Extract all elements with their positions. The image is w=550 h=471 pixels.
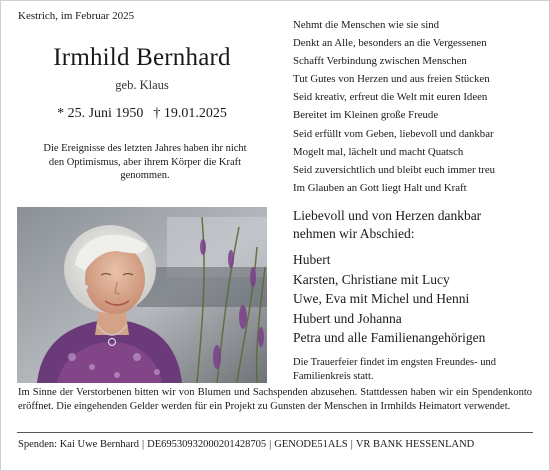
- poem: [293, 16, 495, 197]
- mourners-list: [293, 250, 485, 348]
- separator: |: [269, 439, 272, 450]
- poem-line: Bereitet im Kleinen große Freude: [293, 109, 439, 122]
- poem-line: Schafft Verbindung zwischen Menschen: [293, 55, 467, 68]
- iban: DE69530932000201428705: [147, 439, 267, 450]
- poem-line: Tut Gutes von Herzen und aus freien Stücken: [293, 73, 490, 86]
- portrait-photo: [17, 207, 267, 383]
- mourner-name: Karsten, Christiane mit Lucy: [293, 271, 450, 287]
- poem-line: Im Glauben an Gott liegt Halt und Kraft: [293, 181, 467, 194]
- life-dates: [1, 106, 283, 122]
- mourner-name: Uwe, Eva mit Michel und Henni: [293, 291, 470, 306]
- farewell-text: [293, 207, 481, 243]
- separator: |: [142, 439, 145, 450]
- separator: |: [350, 439, 353, 450]
- mourner-name: Hubert: [293, 252, 331, 267]
- donation-text: Im Sinne der Verstorbenen bitten wir von Blumen und Sachspenden abzusehen. Stattdessen haben wir ein Spendenkonto eröffnet. Die eingehenden Gelder werden für ein Projekt zu Gunsten der Menschen in Irmhilds Heimatort verwendet.: [18, 387, 532, 412]
- farewell-line: nehmen wir Abschied:: [293, 226, 415, 241]
- poem-line: Nehmt die Menschen wie sie sind: [293, 19, 440, 31]
- donation-recipient: Spenden: Kai Uwe Bernhard: [18, 439, 140, 450]
- farewell-line: Liebevoll und von Herzen dankbar: [293, 208, 482, 223]
- funeral-note: Die Trauerfeier findet im engsten Freundes- und Familienkreis statt.: [293, 357, 496, 382]
- mourner-name: Petra und alle Familienangehörigen: [293, 330, 486, 345]
- poem-line: Seid zuversichtlich und bleibt euch immer treu: [293, 163, 496, 176]
- bic: GENODE51ALS: [274, 439, 348, 450]
- poem-line: Seid kreativ, erfreut die Welt mit euren Ideen: [293, 91, 488, 104]
- death-date: † 19.01.2025: [153, 106, 227, 121]
- birth-date: * 25. Juni 1950: [57, 106, 144, 121]
- bank-name: VR BANK HESSENLAND: [355, 439, 475, 450]
- portrait-illustration: [17, 207, 267, 383]
- poem-line: Seid erfüllt vom Geben, liebevoll und dankbar: [293, 127, 494, 140]
- poem-line: Denkt an Alle, besonders an die Vergessenen: [293, 37, 487, 50]
- deceased-name: Irmhild Bernhard: [53, 44, 231, 71]
- place-date: Kestrich, im Februar 2025: [18, 10, 135, 22]
- divider: [17, 432, 533, 433]
- mourner-name: Hubert und Johanna: [293, 310, 402, 326]
- poem-line: Mogelt mal, lächelt und macht Quatsch: [293, 145, 464, 158]
- bank-details: [18, 439, 474, 450]
- birth-name: geb. Klaus: [115, 78, 169, 92]
- memorial-text: Die Ereignisse des letzten Jahres haben ihr nicht den Optimismus, aber ihrem Körper die Kraft genommen.: [43, 143, 247, 181]
